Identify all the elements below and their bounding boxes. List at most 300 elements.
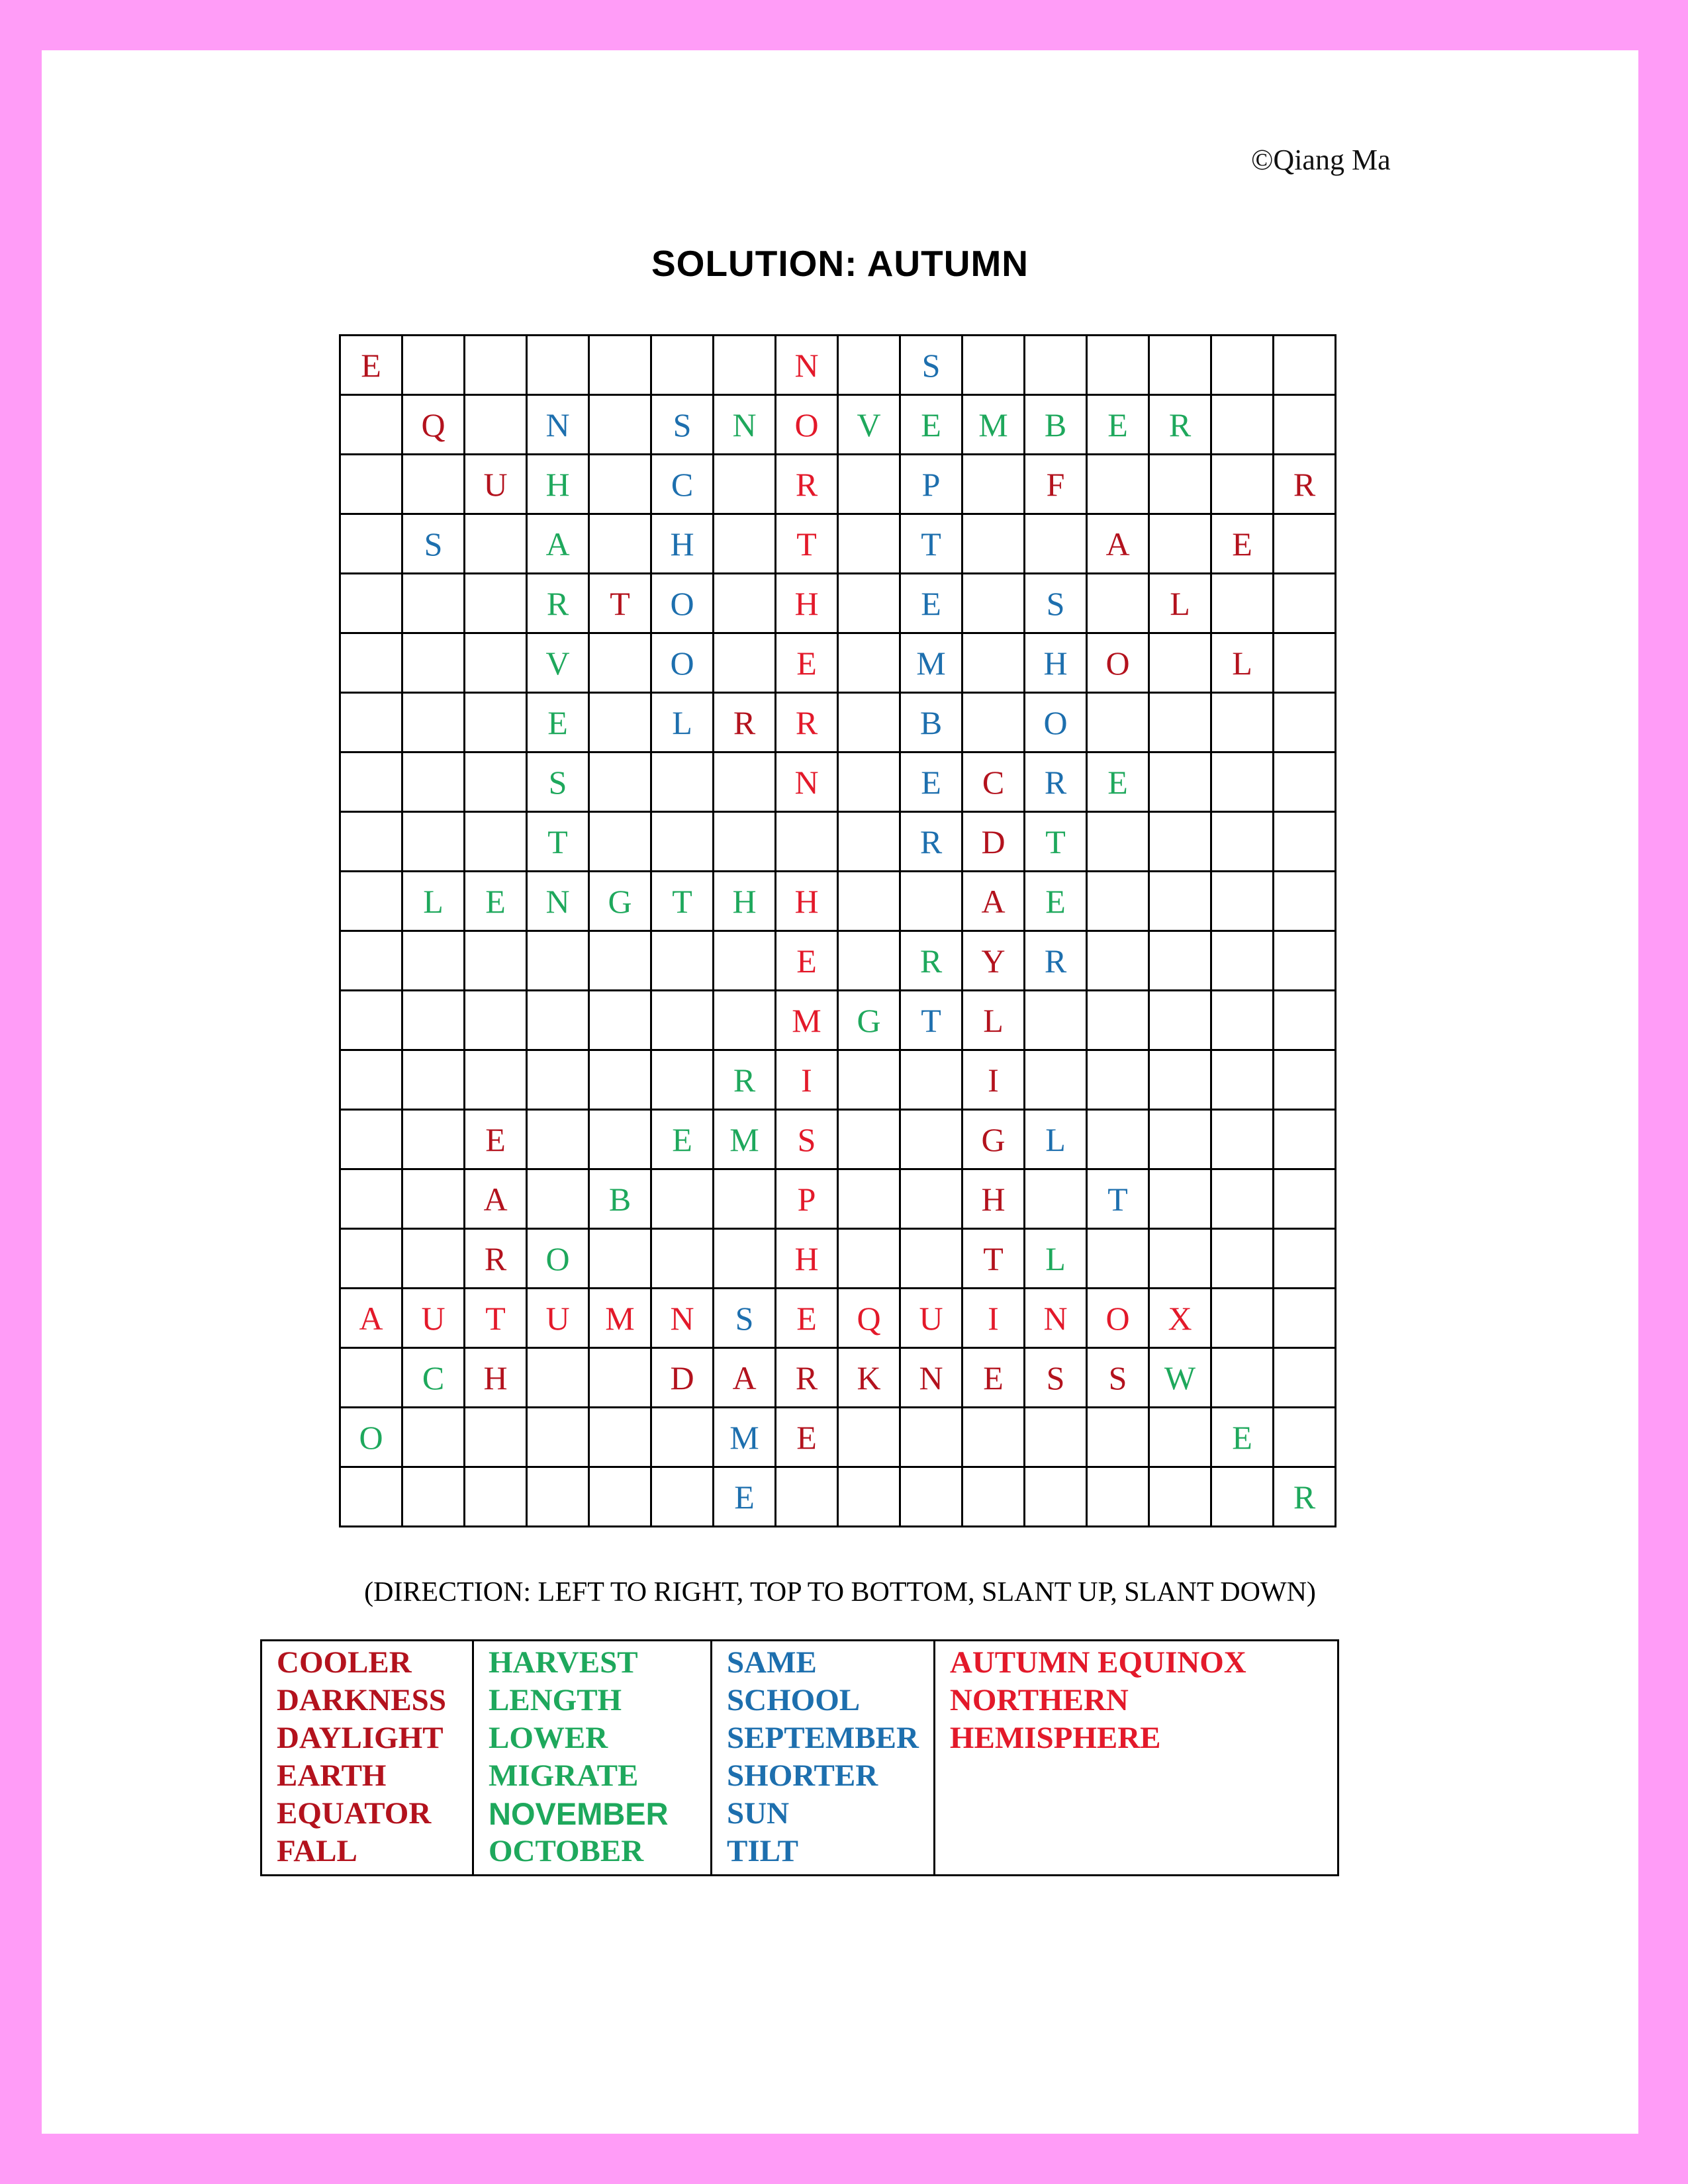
grid-row (340, 1408, 1336, 1467)
word-list-item: SHORTER (727, 1758, 878, 1793)
grid-cell: H (527, 455, 589, 514)
grid-cell (838, 1229, 900, 1289)
grid-cell (465, 633, 527, 693)
grid-cell: V (527, 633, 589, 693)
grid-cell (838, 812, 900, 872)
grid-row (340, 336, 1336, 395)
grid-row (340, 752, 1336, 812)
grid-body (340, 336, 1336, 1527)
grid-cell: H (776, 1229, 838, 1289)
grid-cell: U (465, 455, 527, 514)
grid-cell (589, 1467, 651, 1527)
grid-cell (1211, 1348, 1274, 1408)
word-list-item: SEPTEMBER (727, 1721, 919, 1755)
grid-cell: U (402, 1289, 465, 1348)
grid-cell (1211, 1110, 1274, 1169)
word-column (473, 1641, 712, 1876)
grid-cell (1211, 395, 1274, 455)
word-list-item: DARKNESS (277, 1683, 446, 1717)
grid-cell (1274, 693, 1336, 752)
grid-cell: N (776, 336, 838, 395)
grid-cell: R (714, 1050, 776, 1110)
grid-cell (1211, 931, 1274, 991)
grid-cell: O (651, 633, 714, 693)
word-list-item: COOLER (277, 1645, 412, 1680)
grid-cell (1274, 931, 1336, 991)
grid-cell (1211, 812, 1274, 872)
grid-cell (589, 514, 651, 574)
word-list-item: OCTOBER (489, 1834, 644, 1868)
grid-row (340, 991, 1336, 1050)
grid-cell (340, 991, 402, 1050)
grid-cell: P (776, 1169, 838, 1229)
grid-cell (962, 514, 1025, 574)
grid-cell: G (962, 1110, 1025, 1169)
grid-cell (1274, 1229, 1336, 1289)
grid-cell (838, 574, 900, 633)
word-column (712, 1641, 935, 1876)
grid-cell (1274, 1050, 1336, 1110)
grid-cell: E (776, 1289, 838, 1348)
grid-cell (1274, 633, 1336, 693)
word-list-item: EARTH (277, 1758, 387, 1793)
grid-cell (1087, 991, 1149, 1050)
grid-cell (527, 1348, 589, 1408)
grid-cell (402, 633, 465, 693)
grid-cell (1087, 336, 1149, 395)
grid-cell (1087, 1050, 1149, 1110)
grid-cell (838, 336, 900, 395)
grid-cell (714, 574, 776, 633)
grid-cell: I (962, 1289, 1025, 1348)
grid-cell (714, 1229, 776, 1289)
grid-cell (1149, 336, 1211, 395)
grid-cell (1274, 395, 1336, 455)
grid-cell (340, 514, 402, 574)
grid-row (340, 1050, 1336, 1110)
grid-cell: H (465, 1348, 527, 1408)
grid-cell (714, 931, 776, 991)
grid-cell: A (527, 514, 589, 574)
grid-cell: E (900, 395, 962, 455)
grid-cell: E (962, 1348, 1025, 1408)
grid-cell: F (1025, 455, 1087, 514)
grid-cell (465, 514, 527, 574)
grid-cell (402, 1110, 465, 1169)
grid-cell: X (1149, 1289, 1211, 1348)
grid-cell: S (714, 1289, 776, 1348)
grid-cell: H (714, 872, 776, 931)
word-list-item: NOVEMBER (489, 1796, 669, 1831)
grid-cell (527, 1050, 589, 1110)
grid-cell (962, 574, 1025, 633)
grid-cell: E (714, 1467, 776, 1527)
grid-cell (714, 633, 776, 693)
grid-cell: R (900, 812, 962, 872)
grid-cell: H (776, 872, 838, 931)
grid-cell: T (1025, 812, 1087, 872)
grid-cell: O (651, 574, 714, 633)
grid-cell: G (589, 872, 651, 931)
grid-cell: B (589, 1169, 651, 1229)
grid-cell: B (900, 693, 962, 752)
grid-cell (402, 574, 465, 633)
grid-cell: I (962, 1050, 1025, 1110)
grid-cell: L (1025, 1110, 1087, 1169)
grid-cell: C (402, 1348, 465, 1408)
page-title: SOLUTION: AUTUMN (651, 243, 1029, 284)
word-list-item: TILT (727, 1834, 799, 1868)
word-list-item: LOWER (489, 1721, 608, 1755)
grid-cell: O (1087, 1289, 1149, 1348)
word-list-item: HEMISPHERE (949, 1721, 1161, 1755)
grid-cell (1025, 1467, 1087, 1527)
grid-cell (465, 1408, 527, 1467)
grid-cell (340, 693, 402, 752)
grid-cell (527, 1467, 589, 1527)
grid-cell (651, 1169, 714, 1229)
grid-cell: E (776, 1408, 838, 1467)
grid-row (340, 1467, 1336, 1527)
grid-cell (589, 693, 651, 752)
grid-cell (340, 931, 402, 991)
grid-cell: T (776, 514, 838, 574)
grid-cell (465, 395, 527, 455)
grid-cell: U (527, 1289, 589, 1348)
grid-cell: R (465, 1229, 527, 1289)
grid-cell: T (465, 1289, 527, 1348)
grid-row (340, 872, 1336, 931)
grid-cell: E (527, 693, 589, 752)
grid-row (340, 693, 1336, 752)
grid-cell: V (838, 395, 900, 455)
grid-cell: I (776, 1050, 838, 1110)
grid-cell (340, 395, 402, 455)
grid-cell (900, 1229, 962, 1289)
grid-cell (340, 633, 402, 693)
grid-cell: E (1025, 872, 1087, 931)
grid-cell (402, 752, 465, 812)
grid-cell (962, 1408, 1025, 1467)
grid-cell (1087, 693, 1149, 752)
grid-cell: T (900, 514, 962, 574)
grid-cell: N (714, 395, 776, 455)
grid-cell (714, 991, 776, 1050)
grid-cell (589, 336, 651, 395)
grid-cell: R (776, 693, 838, 752)
grid-cell: L (402, 872, 465, 931)
grid-cell (1025, 1050, 1087, 1110)
grid-cell (962, 336, 1025, 395)
grid-cell: M (714, 1110, 776, 1169)
grid-cell (838, 1169, 900, 1229)
grid-row (340, 574, 1336, 633)
grid-row (340, 1348, 1336, 1408)
word-column (261, 1641, 473, 1876)
grid-cell: E (1211, 1408, 1274, 1467)
grid-cell: L (962, 991, 1025, 1050)
grid-cell (1087, 1467, 1149, 1527)
grid-cell (651, 1229, 714, 1289)
grid-cell (402, 1467, 465, 1527)
grid-cell: S (1087, 1348, 1149, 1408)
grid-cell (1274, 991, 1336, 1050)
grid-cell: M (714, 1408, 776, 1467)
grid-cell (1149, 872, 1211, 931)
grid-cell: S (1025, 574, 1087, 633)
grid-cell (589, 1110, 651, 1169)
grid-row (340, 931, 1336, 991)
grid-cell (1149, 455, 1211, 514)
grid-cell (402, 1050, 465, 1110)
grid-cell (589, 812, 651, 872)
grid-cell: W (1149, 1348, 1211, 1408)
grid-cell: E (900, 752, 962, 812)
grid-cell (1025, 1169, 1087, 1229)
grid-cell: O (776, 395, 838, 455)
grid-cell (900, 872, 962, 931)
grid-cell: B (1025, 395, 1087, 455)
grid-cell: T (962, 1229, 1025, 1289)
grid-cell (340, 1050, 402, 1110)
grid-cell (402, 455, 465, 514)
grid-cell (1274, 1289, 1336, 1348)
grid-cell: A (714, 1348, 776, 1408)
grid-cell (1087, 931, 1149, 991)
grid-cell: E (900, 574, 962, 633)
grid-cell (1087, 1229, 1149, 1289)
grid-cell (1274, 1348, 1336, 1408)
grid-cell (589, 455, 651, 514)
grid-cell (527, 1408, 589, 1467)
grid-cell (1149, 633, 1211, 693)
grid-cell: H (962, 1169, 1025, 1229)
grid-cell: S (651, 395, 714, 455)
grid-cell (714, 812, 776, 872)
grid-cell: L (1025, 1229, 1087, 1289)
grid-cell: R (1274, 455, 1336, 514)
grid-cell (340, 1348, 402, 1408)
word-list-table (260, 1639, 1339, 1876)
grid-row (340, 1289, 1336, 1348)
grid-cell: R (527, 574, 589, 633)
grid-cell (402, 931, 465, 991)
grid-cell (962, 693, 1025, 752)
grid-cell (340, 752, 402, 812)
grid-cell: S (527, 752, 589, 812)
grid-cell: E (465, 872, 527, 931)
grid-cell: D (651, 1348, 714, 1408)
grid-cell (340, 1229, 402, 1289)
grid-row (340, 455, 1336, 514)
grid-cell (651, 1050, 714, 1110)
grid-cell (900, 1110, 962, 1169)
grid-cell (465, 991, 527, 1050)
grid-row (340, 514, 1336, 574)
grid-cell (838, 455, 900, 514)
grid-cell (962, 633, 1025, 693)
grid-cell (465, 1050, 527, 1110)
grid-cell: C (962, 752, 1025, 812)
grid-cell: L (1149, 574, 1211, 633)
word-list-item: NORTHERN (949, 1683, 1129, 1717)
grid-cell (1211, 752, 1274, 812)
grid-cell (900, 1467, 962, 1527)
grid-cell (838, 752, 900, 812)
grid-cell (1087, 1110, 1149, 1169)
grid-cell: R (1149, 395, 1211, 455)
grid-cell (402, 991, 465, 1050)
grid-cell (1149, 1408, 1211, 1467)
grid-cell: G (838, 991, 900, 1050)
grid-cell (1274, 872, 1336, 931)
grid-cell: O (1087, 633, 1149, 693)
grid-cell: E (776, 633, 838, 693)
word-list-item: FALL (277, 1834, 357, 1868)
grid-cell (1211, 1289, 1274, 1348)
grid-cell (1149, 931, 1211, 991)
grid-cell: M (589, 1289, 651, 1348)
grid-cell (527, 931, 589, 991)
grid-cell (589, 395, 651, 455)
grid-cell (527, 1110, 589, 1169)
grid-cell: S (776, 1110, 838, 1169)
grid-cell: Q (838, 1289, 900, 1348)
grid-row (340, 1169, 1336, 1229)
grid-cell: C (651, 455, 714, 514)
copyright-notice: ©Qiang Ma (1251, 144, 1391, 176)
grid-cell (1211, 1169, 1274, 1229)
grid-cell (838, 693, 900, 752)
grid-cell: T (589, 574, 651, 633)
grid-cell (1211, 872, 1274, 931)
grid-cell: A (1087, 514, 1149, 574)
grid-cell: T (900, 991, 962, 1050)
grid-cell: M (962, 395, 1025, 455)
grid-cell (589, 1050, 651, 1110)
grid-cell (465, 574, 527, 633)
grid-cell (714, 514, 776, 574)
grid-cell: H (651, 514, 714, 574)
grid-cell (1149, 1050, 1211, 1110)
grid-cell (714, 1169, 776, 1229)
grid-cell: R (1025, 752, 1087, 812)
grid-row (340, 1229, 1336, 1289)
grid-cell: E (1087, 752, 1149, 812)
grid-cell (589, 1348, 651, 1408)
grid-cell (838, 514, 900, 574)
grid-cell (527, 1169, 589, 1229)
word-list-row (261, 1641, 1338, 1876)
grid-cell (900, 1408, 962, 1467)
grid-cell: H (1025, 633, 1087, 693)
grid-cell: D (962, 812, 1025, 872)
grid-cell (651, 931, 714, 991)
grid-cell: A (962, 872, 1025, 931)
grid-cell (340, 1467, 402, 1527)
grid-cell (340, 455, 402, 514)
grid-cell: E (340, 336, 402, 395)
grid-cell (340, 872, 402, 931)
grid-cell: A (465, 1169, 527, 1229)
grid-cell: S (900, 336, 962, 395)
grid-cell (776, 812, 838, 872)
grid-cell (1025, 336, 1087, 395)
grid-cell (589, 931, 651, 991)
grid-cell (465, 1467, 527, 1527)
grid-cell (1149, 693, 1211, 752)
grid-cell (402, 336, 465, 395)
grid-cell: T (651, 872, 714, 931)
grid-cell (527, 991, 589, 1050)
grid-cell (1211, 455, 1274, 514)
grid-cell (900, 1050, 962, 1110)
word-list-item: AUTUMN EQUINOX (949, 1645, 1246, 1680)
grid-cell: S (402, 514, 465, 574)
grid-cell (1149, 812, 1211, 872)
grid-cell: T (1087, 1169, 1149, 1229)
grid-cell (838, 931, 900, 991)
word-list-item: LENGTH (489, 1683, 622, 1717)
grid-cell (465, 752, 527, 812)
word-column (934, 1641, 1338, 1876)
grid-cell: O (527, 1229, 589, 1289)
grid-cell (714, 455, 776, 514)
grid-cell (1025, 514, 1087, 574)
grid-cell (1211, 1229, 1274, 1289)
grid-cell (838, 872, 900, 931)
grid-cell: S (1025, 1348, 1087, 1408)
grid-cell: E (465, 1110, 527, 1169)
grid-cell (838, 1408, 900, 1467)
grid-cell: R (1025, 931, 1087, 991)
grid-cell: E (776, 931, 838, 991)
grid-cell (714, 752, 776, 812)
grid-cell: U (900, 1289, 962, 1348)
grid-cell (402, 693, 465, 752)
grid-cell (589, 1229, 651, 1289)
grid-cell (402, 1169, 465, 1229)
grid-cell (589, 633, 651, 693)
grid-cell: L (651, 693, 714, 752)
grid-cell (651, 812, 714, 872)
grid-cell (962, 1467, 1025, 1527)
grid-cell (340, 1110, 402, 1169)
grid-cell: P (900, 455, 962, 514)
word-list-item: SAME (727, 1645, 817, 1680)
grid-cell (1211, 574, 1274, 633)
grid-cell (714, 336, 776, 395)
grid-cell: O (340, 1408, 402, 1467)
grid-cell (651, 1408, 714, 1467)
word-list-item: HARVEST (489, 1645, 638, 1680)
grid-cell (1274, 752, 1336, 812)
grid-cell: Y (962, 931, 1025, 991)
grid-cell (838, 1050, 900, 1110)
grid-cell (402, 812, 465, 872)
grid-cell: R (1274, 1467, 1336, 1527)
grid-cell (465, 931, 527, 991)
grid-cell: N (527, 395, 589, 455)
grid-cell (1274, 514, 1336, 574)
grid-cell (1274, 812, 1336, 872)
grid-cell (1149, 1169, 1211, 1229)
grid-cell: R (776, 1348, 838, 1408)
grid-cell (589, 752, 651, 812)
word-search-grid (339, 334, 1336, 1527)
grid-cell (1149, 1229, 1211, 1289)
grid-cell (1087, 812, 1149, 872)
